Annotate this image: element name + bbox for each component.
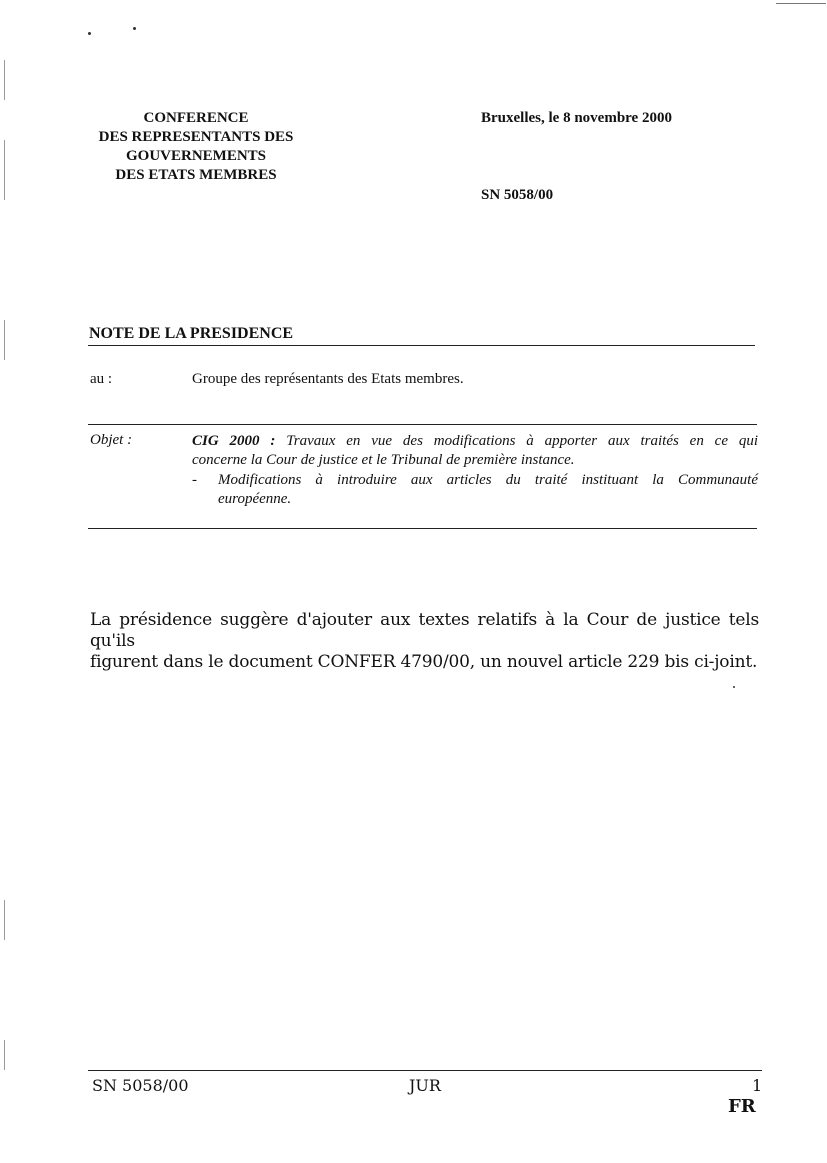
title-rule	[88, 345, 755, 346]
subject-bullet	[192, 471, 758, 509]
margin-mark	[4, 60, 5, 100]
scan-speck	[733, 686, 735, 688]
document-reference: SN 5058/00	[481, 187, 554, 203]
note-title: NOTE DE LA PRESIDENCE	[89, 325, 294, 342]
margin-mark	[4, 1040, 5, 1070]
bullet-line1: Modifications à introduire aux articles du traité instituant la Communauté	[218, 472, 758, 488]
addressee-value: Groupe des représentants des Etats membres.	[192, 371, 464, 387]
subject-top-rule	[88, 424, 757, 425]
footer-rule	[88, 1070, 762, 1071]
subject-bold: CIG 2000 :	[192, 433, 276, 449]
footer-department: JUR	[409, 1076, 441, 1095]
bullet-text	[218, 471, 758, 509]
addressee-label: au :	[90, 371, 113, 387]
subject-label: Objet :	[90, 432, 133, 448]
footer-reference: SN 5058/00	[92, 1076, 189, 1095]
subject-line	[192, 432, 758, 451]
bullet-dash: -	[192, 472, 197, 488]
paragraph-line: figurent dans le document CONFER 4790/00, un nouvel article 229 bis ci-joint.	[90, 652, 758, 672]
margin-mark	[4, 140, 5, 200]
organization-line: CONFERENCE	[143, 110, 249, 126]
subject-bottom-rule	[88, 528, 757, 529]
scan-speck	[133, 27, 136, 30]
subject-block	[192, 432, 758, 509]
organization-block	[88, 109, 304, 185]
organization-line: DES REPRESENTANTS DES	[98, 129, 294, 145]
paragraph-line: La présidence suggère d'ajouter aux textes relatifs à la Cour de justice tels qu'ils	[90, 610, 759, 651]
footer-page-number: 1	[752, 1076, 763, 1095]
document-date: Bruxelles, le 8 novembre 2000	[481, 110, 672, 126]
margin-mark	[4, 320, 5, 360]
subject-line2: concerne la Cour de justice et le Tribunal de première instance.	[192, 452, 575, 468]
footer-language: FR	[728, 1096, 756, 1117]
scan-speck	[88, 32, 91, 35]
subject-line1-rest: Travaux en vue des modifications à apporter aux traités en ce qui	[286, 433, 759, 449]
body-paragraph	[90, 610, 759, 673]
bullet-line2: européenne.	[218, 491, 292, 507]
scan-edge-line	[776, 3, 826, 4]
margin-mark	[4, 900, 5, 940]
organization-line: DES ETATS MEMBRES	[115, 167, 277, 183]
organization-line: GOUVERNEMENTS	[125, 148, 267, 164]
